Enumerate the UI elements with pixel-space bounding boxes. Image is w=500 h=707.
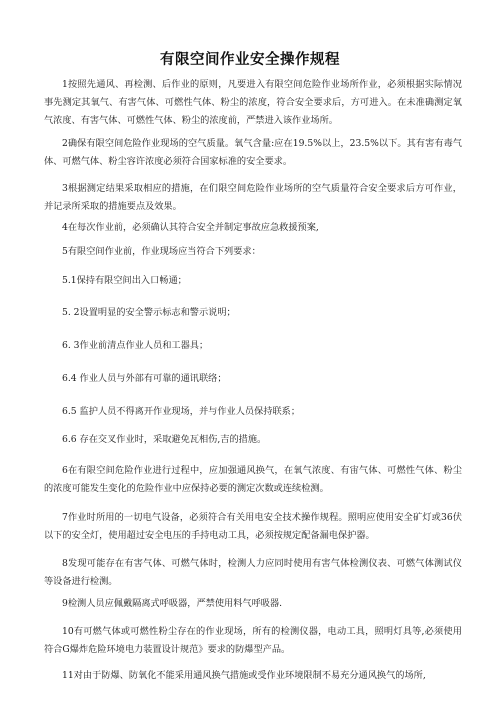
paragraph-6-3: 6. 3作业前清点作业人员和工器具； [62,340,209,351]
paragraph-9: 9检测人员应佩戴隔离式呼吸器，严禁使用料气呼吸器. [62,598,283,609]
paragraph-6-4: 6.4 作业人员与外部有可靠的通讯联络； [62,373,227,384]
paragraph-10: 10有可燃气体或可燃性粉尘存在的作业现场，所有的检测仪器，电动工具，照明灯具等,必须使用符合G爆炸危险环境电力装置设计规范》要求的防爆型产品。 [44,626,462,655]
paragraph-6-5: 6.5 监护人员不得离开作业现场，并与作业人员保持联系； [62,406,301,417]
paragraph-4: 4在每次作业前，必须确认其符合安全并制定事故应急救援预案, [62,222,319,233]
paragraph-11: 11对由于防爆、防氧化不能采用通风换气措施或受作业环境限制不易充分通风换气的场所, [62,670,426,681]
paragraph-5-2: 5. 2设置明显的安全警示标志和警示说明； [62,307,236,318]
paragraph-5: 5有限空间作业前，作业现场应当符合下列要求： [62,246,261,257]
document-title: 有限空间作业安全操作规程 [160,52,340,68]
paragraph-2: 2确保有限空间危险作业现场的空气质量。氧气含量:应在19.5%以上，23.5%以下。其有害有毒气体、可燃气体、粉尘容许浓度必须符合国家标准的安全要求。 [44,138,462,167]
paragraph-6-6: 6.6 存在交叉作业时，采取避免瓦相伤,吉的措施。 [62,434,267,445]
paragraph-6: 6在有限空间危险作业进行过程中，应加强通风换气，在氧气浓度、有宙气体、可燃性气体、粉尘的浓度可能发生变化的危险作业中应保持必要的测定次数或连续检测。 [44,465,462,494]
paragraph-3: 3根据测定结果采取相应的措施，在们限空间危险作业场所的空气质量符合安全要求后方可作业，并记录所采取的措施要点及效果。 [44,183,462,212]
paragraph-1: 1按照先通风、再检测、后作业的原则，凡要进入有限空间危险作业场所作业，必须根据实际情况事先测定其氧气、有害气体、可燃性气体、粉尘的浓度，符合安全要求后，方可进入。在未准确测定氧气浓度、有害气体、可燃性气体、粉尘的浓度前，严禁进入该作业场所。 [44,79,462,126]
paragraph-7: 7作业时所用的一切电气设备，必须符合有关用电安全技术操作规程。照明应使用安全矿灯或36伏以下的安全灯，使用超过安全电压的手持电动工具，必须按规定配备漏电保护器。 [44,512,462,541]
paragraph-5-1: 5.1保持有限空间出入口畅通； [62,275,187,286]
paragraph-8: 8发现可能存在有害气体、可燃气体时，检测人力应同时使用有害气体检测仪表、可燃气体测试仪等设备进行检测。 [44,558,462,587]
